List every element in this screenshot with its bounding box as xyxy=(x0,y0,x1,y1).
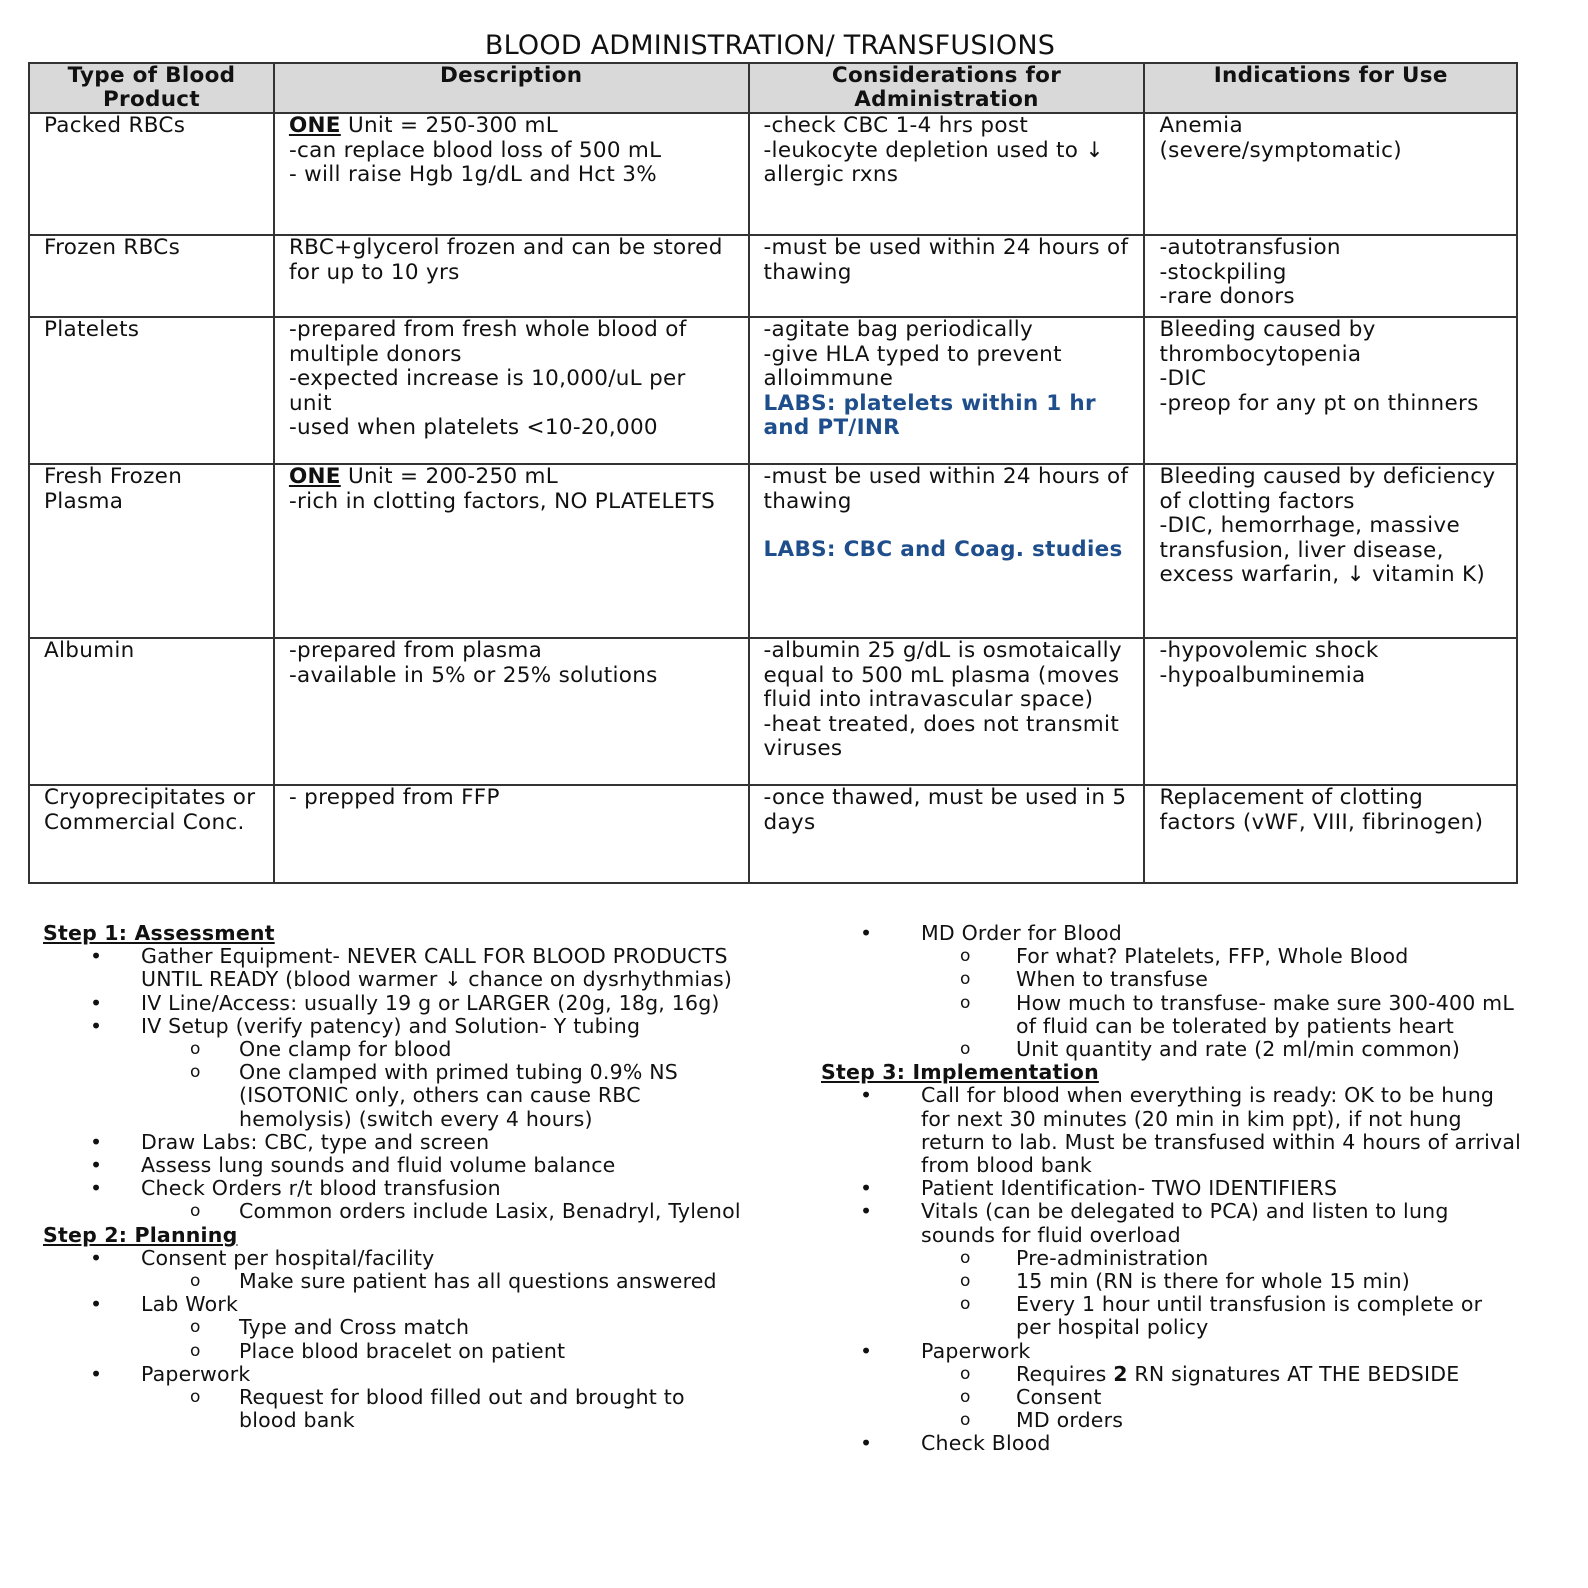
sub-list-item: o Consent xyxy=(823,1386,1523,1409)
unit-lead: ONE xyxy=(288,464,341,489)
sub-list-item: o Make sure patient has all questions answered xyxy=(43,1270,743,1293)
labs-note: LABS: platelets within 1 hr and PT/INR xyxy=(763,390,1096,440)
table-row xyxy=(29,464,1517,638)
type-cell xyxy=(29,317,274,464)
consideration-line: -must be used within 24 hours of thawing xyxy=(763,235,1129,285)
type-text: Albumin xyxy=(44,638,135,663)
step3-list xyxy=(823,1084,1523,1455)
sub-list-item: o Unit quantity and rate (2 ml/min common) xyxy=(823,1038,1523,1061)
step1-list xyxy=(43,945,743,1223)
considerations-cell xyxy=(749,638,1145,785)
considerations-cell xyxy=(749,785,1145,883)
indication-line: -DIC xyxy=(1159,366,1207,391)
list-item: • Gather Equipment- NEVER CALL FOR BLOOD PRODUCTS UNTIL READY (blood warmer ↓ chance on dysrhythmias) xyxy=(43,945,743,991)
sub-list-item: o Every 1 hour until transfusion is complete or per hospital policy xyxy=(823,1293,1523,1339)
sub-list-item xyxy=(823,1363,1523,1386)
type-text: Platelets xyxy=(44,317,140,342)
column-header: Description xyxy=(274,63,749,113)
sub-list-item: o One clamped with primed tubing 0.9% NS (ISOTONIC only, others can cause RBC hemolysis) (switch every 4 hours) xyxy=(43,1061,743,1131)
indications-cell xyxy=(1144,317,1517,464)
indication-line: -rare donors xyxy=(1159,284,1295,309)
md-order-list xyxy=(823,922,1523,1061)
sub-list-item: o When to transfuse xyxy=(823,968,1523,991)
sub-list-item: o One clamp for blood xyxy=(43,1038,743,1061)
description-cell xyxy=(274,317,749,464)
step3-heading: Step 3: Implementation xyxy=(821,1060,1099,1085)
indications-cell xyxy=(1144,235,1517,317)
indication-line: (severe/symptomatic) xyxy=(1159,137,1402,163)
indication-line: -hypovolemic shock xyxy=(1159,638,1379,663)
consideration-line: -must be used within 24 hours of thawing xyxy=(763,464,1129,514)
indications-cell xyxy=(1144,785,1517,883)
signature-pre: Requires xyxy=(1016,1361,1107,1386)
consideration-line: -leukocyte depletion used to ↓ allergic rxns xyxy=(763,137,1104,187)
indications-cell xyxy=(1144,638,1517,785)
desc-line: -used when platelets <10-20,000 xyxy=(288,415,658,440)
desc-line: -can replace blood loss of 500 mL xyxy=(288,137,662,163)
consideration-line: -check CBC 1-4 hrs post xyxy=(763,113,1029,138)
table-row xyxy=(29,785,1517,883)
indication-line: -autotransfusion xyxy=(1159,235,1341,260)
desc-line: - will raise Hgb 1g/dL and Hct 3% xyxy=(288,162,657,187)
considerations-cell xyxy=(749,317,1145,464)
description-cell xyxy=(274,785,749,883)
description-cell xyxy=(274,638,749,785)
signature-post: RN signatures AT THE BEDSIDE xyxy=(1134,1361,1460,1386)
table-row xyxy=(29,113,1517,235)
consideration-line: -give HLA typed to prevent alloimmune xyxy=(763,341,1062,391)
unit-lead: ONE xyxy=(288,113,341,138)
column-header: Type of Blood Product xyxy=(29,63,274,113)
list-item: • Vitals (can be delegated to PCA) and listen to lung sounds for fluid overload xyxy=(823,1200,1523,1246)
page-title: BLOOD ADMINISTRATION/ TRANSFUSIONS xyxy=(484,30,1056,61)
indication-line: Bleeding caused by thrombocytopenia xyxy=(1159,317,1376,367)
description-cell xyxy=(274,113,749,235)
sub-list-item: o Request for blood filled out and brought to blood bank xyxy=(43,1386,743,1432)
desc-line: - prepped from FFP xyxy=(288,785,500,810)
indication-line: Anemia xyxy=(1159,113,1243,138)
list-item: • Paperwork xyxy=(823,1340,1523,1363)
table-row xyxy=(29,235,1517,317)
table-header-row xyxy=(29,63,1517,113)
labs-note: LABS: CBC and Coag. studies xyxy=(763,537,1123,562)
desc-line: -prepared from plasma xyxy=(288,638,543,663)
indication-line: Bleeding caused by deficiency of clotting factors xyxy=(1159,464,1496,514)
considerations-cell xyxy=(749,113,1145,235)
signature-count: 2 xyxy=(1113,1361,1128,1386)
considerations-cell xyxy=(749,464,1145,638)
table-row xyxy=(29,638,1517,785)
column-header: Indications for Use xyxy=(1144,63,1517,113)
list-item: • Patient Identification- TWO IDENTIFIERS xyxy=(823,1177,1523,1200)
list-item: • MD Order for Blood xyxy=(823,922,1523,945)
desc-line: Unit = 250-300 mL xyxy=(347,113,559,138)
consideration-line: -heat treated, does not transmit viruses xyxy=(763,711,1120,761)
type-text: Frozen RBCs xyxy=(44,235,181,260)
desc-line: Unit = 200-250 mL xyxy=(347,464,559,489)
indications-cell xyxy=(1144,113,1517,235)
sub-list-item: o Type and Cross match xyxy=(43,1316,743,1339)
desc-line: -rich in clotting factors, NO PLATELETS xyxy=(288,488,716,514)
list-item: • IV Setup (verify patency) and Solution- Y tubing xyxy=(43,1015,743,1038)
desc-line: -expected increase is 10,000/uL per unit xyxy=(288,366,686,416)
desc-line: -prepared from fresh whole blood of multiple donors xyxy=(288,317,687,367)
column-header: Considerations for Administration xyxy=(749,63,1145,113)
type-cell xyxy=(29,464,274,638)
sub-list-item: o How much to transfuse- make sure 300-400 mL of fluid can be tolerated by patients heart xyxy=(823,992,1523,1038)
list-item: • Call for blood when everything is ready: OK to be hung for next 30 minutes (20 min in kim ppt), if not hung return to lab. Must be transfused within 4 hours of arrival from blood bank xyxy=(823,1084,1523,1177)
right-steps-column xyxy=(823,922,1523,1456)
indication-line: Replacement of clotting factors (vWF, VIII, fibrinogen) xyxy=(1159,785,1484,835)
sub-list-item: o MD orders xyxy=(823,1409,1523,1432)
consideration-line: -once thawed, must be used in 5 days xyxy=(763,785,1127,835)
list-item: • Paperwork xyxy=(43,1363,743,1386)
type-text: Packed RBCs xyxy=(44,113,186,138)
list-item: • Assess lung sounds and fluid volume balance xyxy=(43,1154,743,1177)
sub-list-item: o Pre-administration xyxy=(823,1247,1523,1270)
sub-list-item: o For what? Platelets, FFP, Whole Blood xyxy=(823,945,1523,968)
consideration-line: -albumin 25 g/dL is osmotaically equal to 500 mL plasma (moves fluid into intravascular space) xyxy=(763,638,1122,712)
list-item: • Check Orders r/t blood transfusion xyxy=(43,1177,743,1200)
list-item: • IV Line/Access: usually 19 g or LARGER (20g, 18g, 16g) xyxy=(43,992,743,1015)
type-cell xyxy=(29,113,274,235)
indication-line: -DIC, hemorrhage, massive transfusion, liver disease, excess warfarin, ↓ vitamin K) xyxy=(1159,513,1486,587)
type-cell xyxy=(29,638,274,785)
list-item: • Draw Labs: CBC, type and screen xyxy=(43,1131,743,1154)
sub-list-item: o Place blood bracelet on patient xyxy=(43,1340,743,1363)
left-steps-column xyxy=(43,922,743,1432)
table-row xyxy=(29,317,1517,464)
consideration-line: -agitate bag periodically xyxy=(763,317,1034,342)
sub-list-item: o 15 min (RN is there for whole 15 min) xyxy=(823,1270,1523,1293)
desc-line: -available in 5% or 25% solutions xyxy=(288,662,658,688)
considerations-cell xyxy=(749,235,1145,317)
step2-list xyxy=(43,1247,743,1433)
step2-heading: Step 2: Planning xyxy=(43,1222,238,1247)
type-text: Cryoprecipitates or Commercial Conc. xyxy=(44,785,256,835)
type-text: Fresh Frozen Plasma xyxy=(44,464,183,514)
sub-list-item: o Common orders include Lasix, Benadryl, Tylenol xyxy=(43,1200,743,1223)
desc-line: RBC+glycerol frozen and can be stored for up to 10 yrs xyxy=(288,235,723,285)
list-item: • Lab Work xyxy=(43,1293,743,1316)
description-cell xyxy=(274,235,749,317)
list-item: • Check Blood xyxy=(823,1432,1523,1455)
step1-heading: Step 1: Assessment xyxy=(43,921,275,945)
type-cell xyxy=(29,785,274,883)
indications-cell xyxy=(1144,464,1517,638)
indication-line: -preop for any pt on thinners xyxy=(1159,390,1479,416)
blood-products-table xyxy=(28,62,1518,884)
description-cell xyxy=(274,464,749,638)
type-cell xyxy=(29,235,274,317)
indication-line: -hypoalbuminemia xyxy=(1159,662,1366,688)
indication-line: -stockpiling xyxy=(1159,259,1287,285)
list-item: • Consent per hospital/facility xyxy=(43,1247,743,1270)
